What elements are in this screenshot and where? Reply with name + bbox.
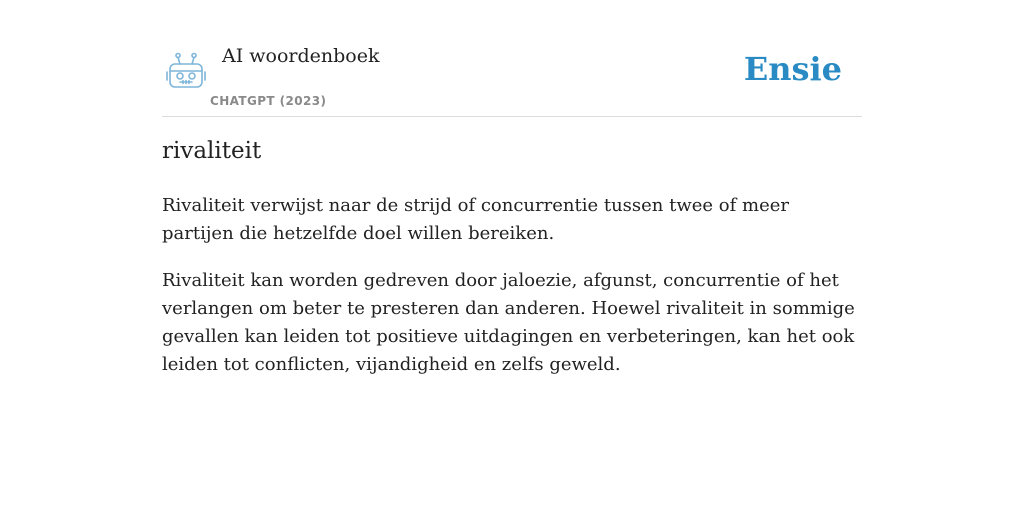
definition-paragraph: Rivaliteit kan worden gedreven door jaloezie, afgunst, concurrentie of het verlangen om beter te presteren dan anderen. Hoewel rivaliteit in sommige gevallen kan leiden tot positieve uitdagingen en verbeteringen, kan het ook leiden tot conflicten, vijandigheid en zelfs geweld. [162, 270, 855, 375]
header [162, 0, 862, 117]
site-title[interactable]: AI woordenboek [222, 45, 380, 67]
source-label: CHATGPT (2023) [210, 94, 327, 108]
robot-icon[interactable] [166, 52, 206, 90]
brand-logo[interactable]: Ensie [743, 50, 842, 88]
entry-term: rivaliteit [162, 138, 262, 164]
definition-paragraph: Rivaliteit verwijst naar de strijd of concurrentie tussen twee of meer partijen die hetzelfde doel willen bereiken. [162, 195, 789, 244]
page-container [162, 0, 862, 375]
entry-definition [162, 192, 862, 398]
